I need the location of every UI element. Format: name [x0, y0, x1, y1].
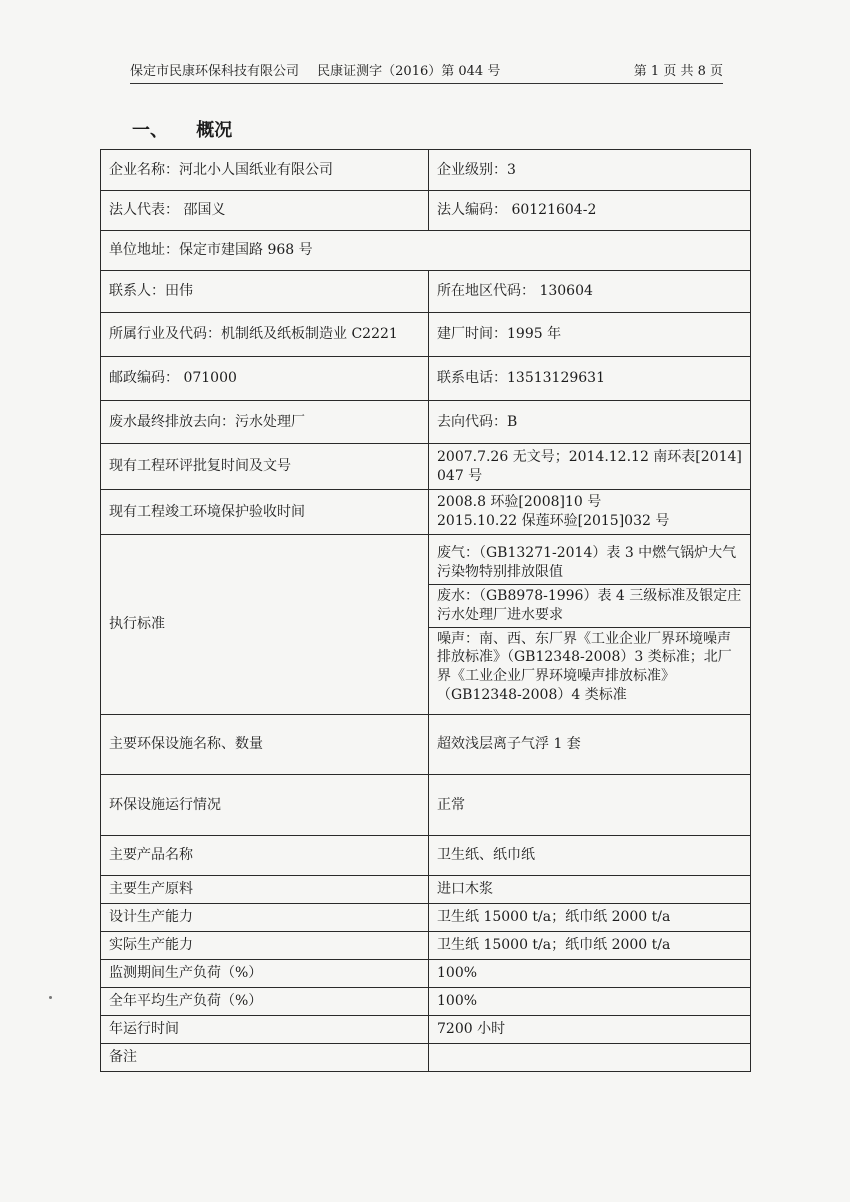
eia-approval-label: 现有工程环评批复时间及文号 — [101, 444, 429, 490]
actual-capacity-value: 卫生纸 15000 t/a；纸巾纸 2000 t/a — [429, 932, 751, 960]
wastewater-destination: 废水最终排放去向：污水处理厂 — [101, 401, 429, 444]
table-row — [101, 401, 751, 444]
section-title — [132, 116, 232, 142]
postal-code: 邮政编码： 071000 — [101, 357, 429, 401]
table-row — [101, 535, 751, 715]
design-capacity-value: 卫生纸 15000 t/a；纸巾纸 2000 t/a — [429, 904, 751, 932]
scan-speck — [49, 996, 52, 999]
main-product-label: 主要产品名称 — [101, 836, 429, 876]
table-row — [101, 960, 751, 988]
company-name: 保定市民康环保科技有限公司 — [130, 64, 300, 79]
section-heading: 概况 — [196, 120, 233, 141]
overview-table — [100, 149, 751, 1072]
standard-gas: 废气：（GB13271-2014）表 3 中燃气锅炉大气污染物特别排放限值 — [437, 544, 737, 580]
founding-year: 建厂时间：1995 年 — [429, 313, 751, 357]
page-header — [130, 60, 723, 84]
table-row — [101, 1016, 751, 1044]
standards-value — [429, 535, 751, 715]
annual-load-value: 100% — [429, 988, 751, 1016]
remarks-label: 备注 — [101, 1044, 429, 1072]
table-row — [101, 715, 751, 775]
report-number: 民康证测字（2016）第 044 号 — [317, 64, 501, 79]
monitoring-load-value: 100% — [429, 960, 751, 988]
industry-code: 所属行业及代码：机制纸及纸板制造业 C2221 — [101, 313, 429, 357]
remarks-value — [429, 1044, 751, 1072]
table-row — [101, 1044, 751, 1072]
section-number: 一、 — [132, 120, 168, 141]
acceptance-value — [429, 490, 751, 535]
legal-representative: 法人代表： 邵国义 — [101, 191, 429, 231]
standard-water: 废水：（GB8978-1996）表 4 三级标准及银定庄污水处理厂进水要求 — [429, 584, 750, 627]
destination-code: 去向代码：B — [429, 401, 751, 444]
region-code: 所在地区代码： 130604 — [429, 271, 751, 313]
standard-noise: 噪声：南、西、东厂界《工业企业厂界环境噪声排放标准》（GB12348-2008）3 类标准；北厂界《工业企业厂界环境噪声排放标准》（GB12348-2008）4 类标准 — [429, 627, 750, 708]
enterprise-level: 企业级别：3 — [429, 150, 751, 191]
annual-hours-label: 年运行时间 — [101, 1016, 429, 1044]
table-row — [101, 313, 751, 357]
raw-material-label: 主要生产原料 — [101, 876, 429, 904]
table-row — [101, 490, 751, 535]
legal-code: 法人编码： 60121604-2 — [429, 191, 751, 231]
acceptance-line-2: 2015.10.22 保莲环验[2015]032 号 — [437, 513, 670, 529]
table-row — [101, 836, 751, 876]
page-number: 第 1 页 共 8 页 — [633, 64, 723, 79]
table-row — [101, 876, 751, 904]
contact-person: 联系人：田伟 — [101, 271, 429, 313]
contact-phone: 联系电话：13513129631 — [429, 357, 751, 401]
facility-status-value: 正常 — [429, 775, 751, 836]
table-row — [101, 191, 751, 231]
table-row — [101, 150, 751, 191]
acceptance-line-1: 2008.8 环验[2008]10 号 — [437, 494, 602, 511]
unit-address: 单位地址：保定市建国路 968 号 — [101, 231, 751, 271]
eia-approval-value: 2007.7.26 无文号；2014.12.12 南环表[2014] 047 号 — [429, 444, 751, 490]
enterprise-name: 企业名称：河北小人国纸业有限公司 — [101, 150, 429, 191]
annual-load-label: 全年平均生产负荷（%） — [101, 988, 429, 1016]
monitoring-load-label: 监测期间生产负荷（%） — [101, 960, 429, 988]
table-row — [101, 904, 751, 932]
main-product-value: 卫生纸、纸巾纸 — [429, 836, 751, 876]
table-row — [101, 988, 751, 1016]
facility-label: 主要环保设施名称、数量 — [101, 715, 429, 775]
raw-material-value: 进口木浆 — [429, 876, 751, 904]
facility-value: 超效浅层离子气浮 1 套 — [429, 715, 751, 775]
standards-label: 执行标准 — [101, 535, 429, 715]
design-capacity-label: 设计生产能力 — [101, 904, 429, 932]
table-row — [101, 231, 751, 271]
acceptance-label: 现有工程竣工环境保护验收时间 — [101, 490, 429, 535]
table-row — [101, 357, 751, 401]
header-left — [130, 60, 514, 79]
annual-hours-value: 7200 小时 — [429, 1016, 751, 1044]
table-row — [101, 932, 751, 960]
table-row — [101, 775, 751, 836]
table-row — [101, 444, 751, 490]
facility-status-label: 环保设施运行情况 — [101, 775, 429, 836]
actual-capacity-label: 实际生产能力 — [101, 932, 429, 960]
table-row — [101, 271, 751, 313]
